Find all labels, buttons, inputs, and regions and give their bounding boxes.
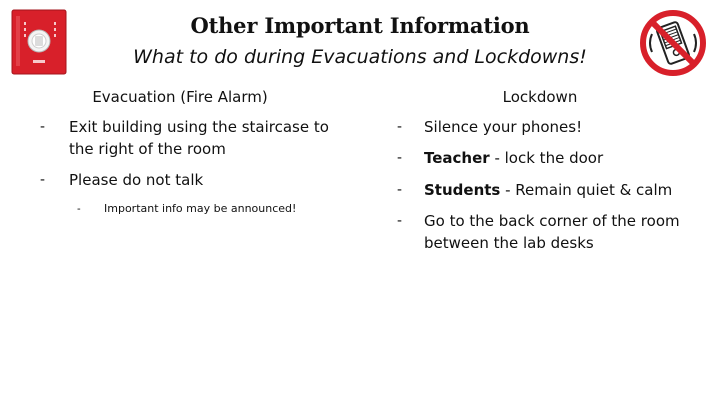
evacuation-bullet-exit: [69, 116, 359, 160]
lockdown-bullet-students-role: Students: [424, 181, 501, 199]
lockdown-heading: Lockdown: [502, 88, 578, 106]
lockdown-bullet-dash: -: [397, 149, 402, 166]
evacuation-sub-bullet-dash: -: [77, 203, 81, 215]
page-subtitle: What to do during Evacuations and Lockdowns!: [133, 46, 587, 68]
lockdown-bullet-corner-line1: Go to the back corner of the room: [424, 212, 680, 230]
evacuation-heading: Evacuation (Fire Alarm): [92, 88, 268, 106]
page-title: Other Important Information: [190, 13, 530, 38]
lockdown-bullet-corner-line2: between the lab desks: [424, 234, 594, 252]
lockdown-bullet-teacher-role: Teacher: [424, 149, 490, 167]
evacuation-bullet-exit-line1: Exit building using the staircase to: [69, 118, 329, 136]
lockdown-bullet-silence: Silence your phones!: [424, 118, 583, 136]
evacuation-bullet-dash: -: [40, 118, 45, 135]
evacuation-bullet-talk: Please do not talk: [69, 171, 204, 189]
evacuation-bullet-exit-line2: the right of the room: [69, 140, 226, 158]
lockdown-bullet-dash: -: [397, 118, 402, 135]
lockdown-bullet-corner: [424, 210, 714, 254]
lockdown-bullet-students: [424, 179, 714, 201]
lockdown-bullet-teacher: [424, 147, 714, 169]
lockdown-bullet-teacher-action: - lock the door: [489, 149, 604, 167]
evacuation-bullet-dash: -: [40, 171, 45, 188]
lockdown-bullet-students-action: - Remain quiet & calm: [500, 181, 673, 199]
lockdown-bullet-dash: -: [397, 181, 402, 198]
lockdown-bullet-dash: -: [397, 212, 402, 229]
evacuation-sub-bullet-info: Important info may be announced!: [104, 202, 297, 215]
